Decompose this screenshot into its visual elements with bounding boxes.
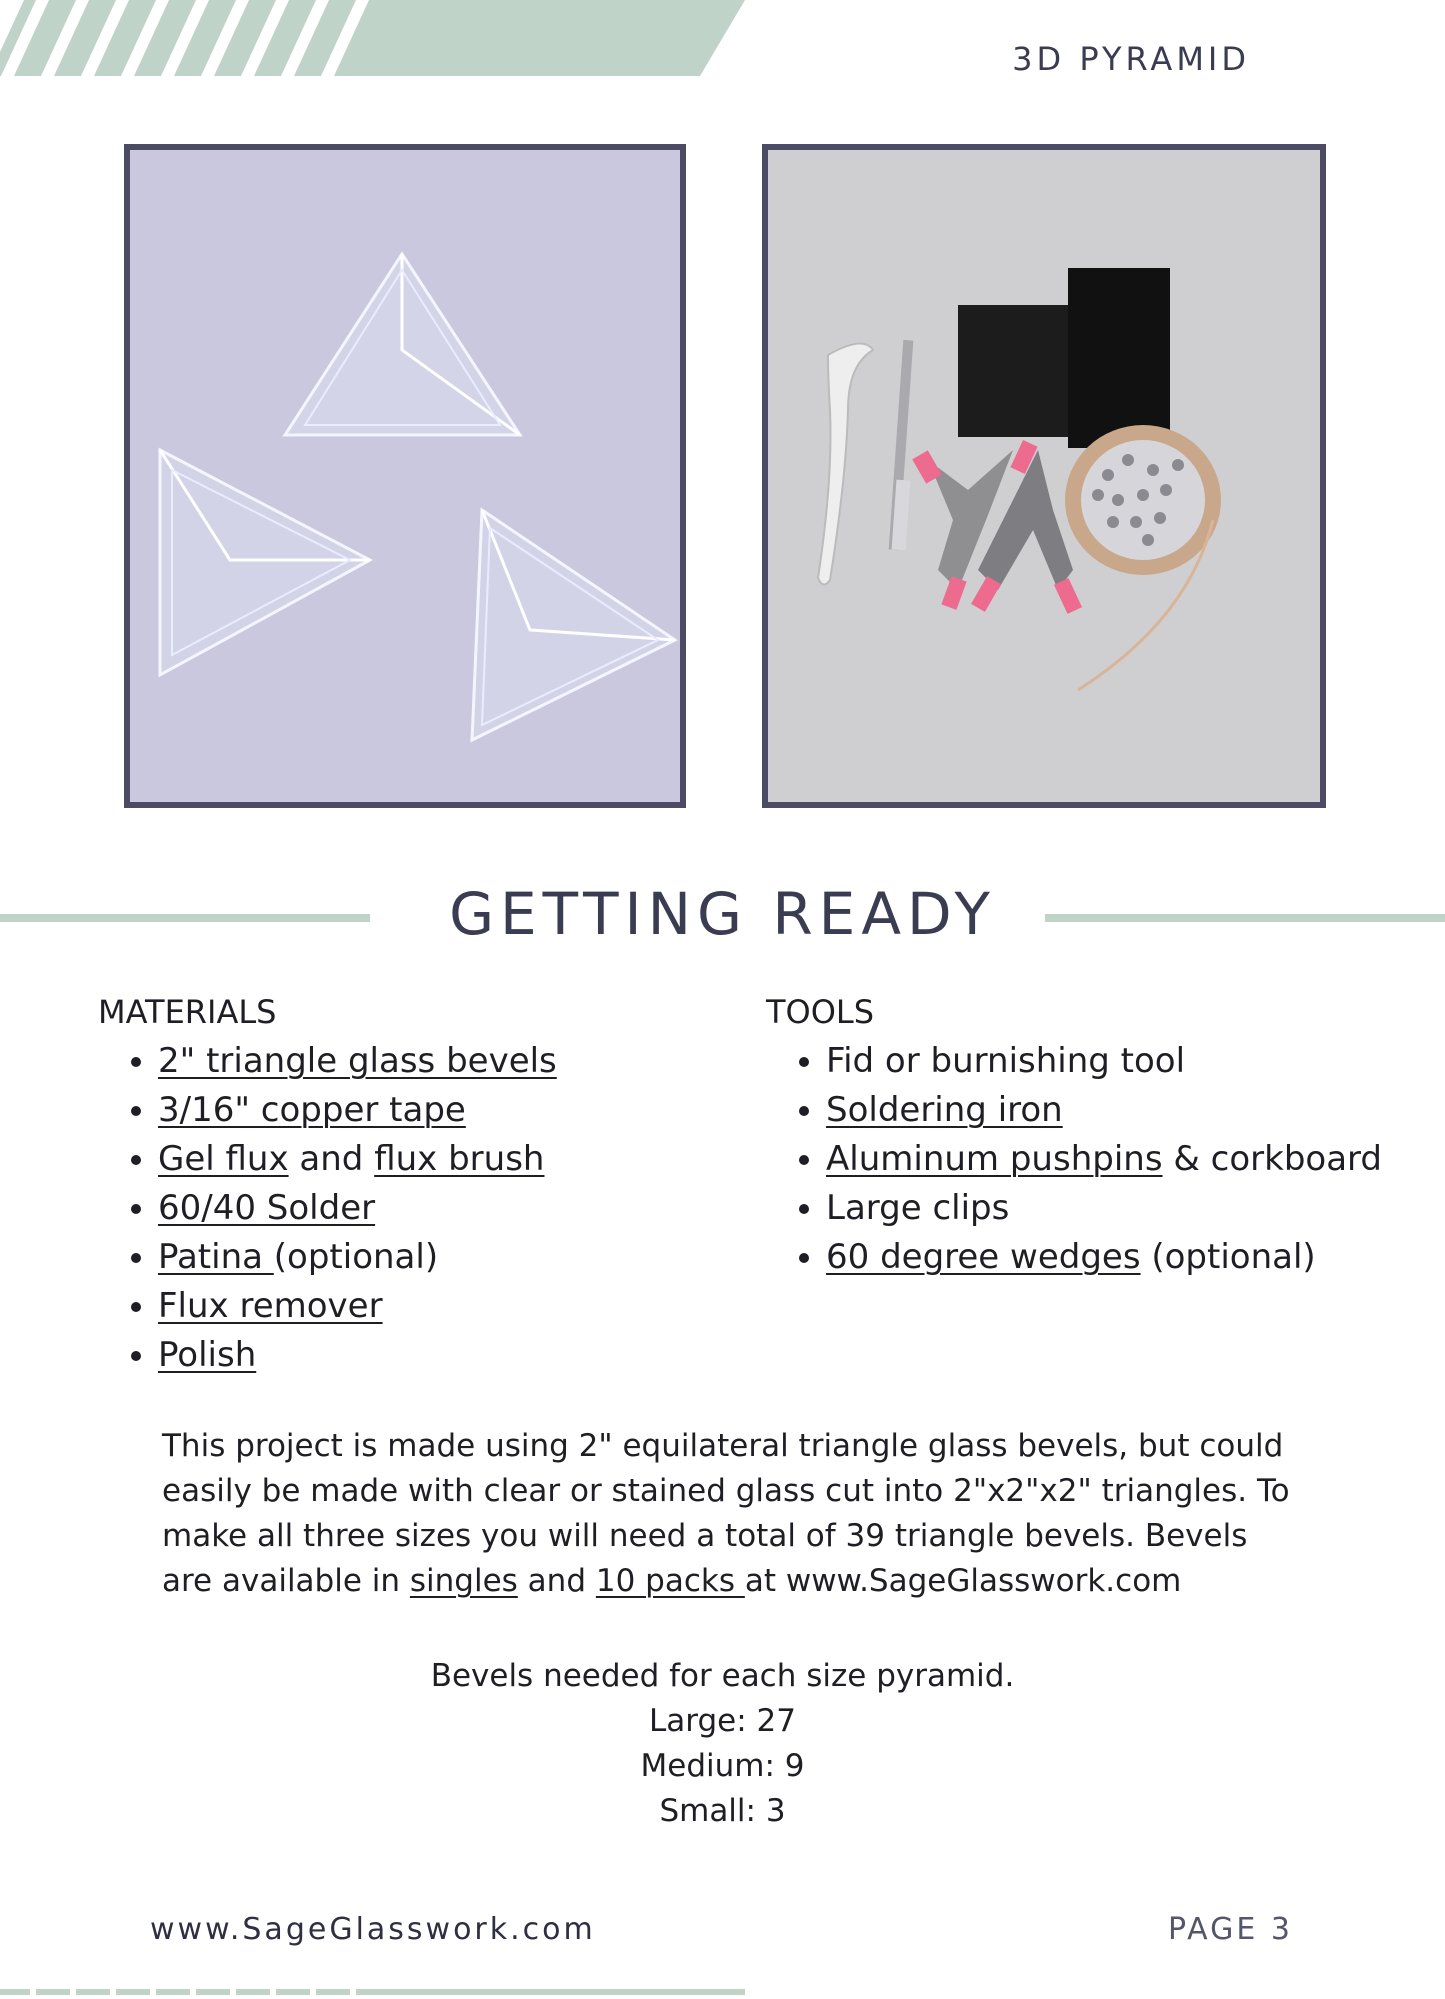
- tools-photo: [762, 144, 1326, 808]
- material-link[interactable]: Gel flux: [158, 1139, 289, 1179]
- tools-heading: TOOLS: [766, 993, 875, 1031]
- section-title: GETTING READY: [449, 880, 996, 948]
- list-text: Large clips: [826, 1188, 1010, 1228]
- bevel-counts: [0, 1654, 1445, 1834]
- list-item: [158, 1233, 758, 1282]
- bevel-count-small: Small: 3: [659, 1793, 786, 1829]
- list-item: [158, 1282, 758, 1331]
- list-item: [158, 1037, 758, 1086]
- bevel-count-medium: Medium: 9: [640, 1748, 805, 1784]
- bevels-photo: [124, 144, 686, 808]
- tool-link[interactable]: Soldering iron: [826, 1090, 1063, 1130]
- material-link[interactable]: Flux remover: [158, 1286, 383, 1326]
- footer-stripe-band: [0, 1980, 745, 1986]
- material-link[interactable]: Patina: [158, 1237, 274, 1277]
- list-text: (optional): [1140, 1237, 1316, 1277]
- intro-paragraph: [162, 1424, 1302, 1604]
- list-item: [826, 1086, 1386, 1135]
- cork-block-front: [958, 305, 1078, 437]
- material-link[interactable]: 3/16" copper tape: [158, 1090, 466, 1130]
- list-text: Fid or burnishing tool: [826, 1041, 1186, 1081]
- list-item: [826, 1184, 1386, 1233]
- header-stripe-band: [0, 0, 745, 76]
- cork-block-back: [1068, 268, 1170, 448]
- intro-text: at www.SageGlasswork.com: [744, 1563, 1182, 1599]
- footer-website[interactable]: www.SageGlasswork.com: [150, 1912, 596, 1947]
- intro-text: This project is made using 2" equilateral triangle glass bevels, but could easily be made with clear or stained glass cut into 2"x2"x2" triangles. To make all three sizes you will need a total of 39 triangle bevels. Bevels are available in: [162, 1428, 1290, 1599]
- page-number: PAGE 3: [1168, 1912, 1293, 1947]
- tool-link[interactable]: 60 degree wedges: [826, 1237, 1141, 1277]
- material-link[interactable]: 2" triangle glass bevels: [158, 1041, 557, 1081]
- list-text: (optional): [273, 1237, 439, 1277]
- tools-list: [766, 1037, 1386, 1282]
- list-item: [826, 1037, 1386, 1086]
- list-item: [158, 1331, 758, 1380]
- ten-packs-link[interactable]: 10 packs: [595, 1563, 745, 1599]
- singles-link[interactable]: singles: [409, 1563, 518, 1599]
- bevel-count-large: Large: 27: [649, 1703, 796, 1739]
- list-item: [158, 1086, 758, 1135]
- list-text: and: [288, 1139, 375, 1179]
- material-link[interactable]: flux brush: [374, 1139, 545, 1179]
- intro-text: and: [517, 1563, 596, 1599]
- materials-heading: MATERIALS: [98, 993, 277, 1031]
- list-item: [158, 1135, 758, 1184]
- tool-link[interactable]: Aluminum pushpins: [826, 1139, 1163, 1179]
- bevel-counts-heading: Bevels needed for each size pyramid.: [430, 1658, 1015, 1694]
- list-item: [826, 1233, 1386, 1282]
- list-item: [826, 1135, 1386, 1184]
- list-text: & corkboard: [1162, 1139, 1383, 1179]
- list-item: [158, 1184, 758, 1233]
- document-title: 3D PYRAMID: [1012, 40, 1250, 78]
- material-link[interactable]: 60/40 Solder: [158, 1188, 376, 1228]
- materials-list: [98, 1037, 758, 1380]
- material-link[interactable]: Polish: [158, 1335, 257, 1375]
